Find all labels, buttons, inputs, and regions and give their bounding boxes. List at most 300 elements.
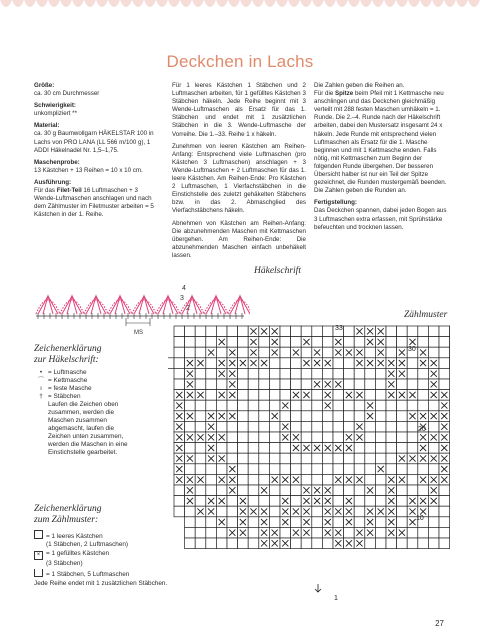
double-crochet-fan — [91, 296, 101, 314]
legend-chart-note: Jede Reihe endet mit 1 zusätzlichen Stäbchen. — [34, 580, 168, 587]
chart-cell — [386, 421, 397, 432]
chart-cell — [216, 421, 227, 432]
legend-chart-item: = 1 leeres Kästchen (1 Stäbchen, 2 Luftmaschen) — [34, 530, 174, 549]
chart-cell — [439, 337, 450, 348]
text-paragraph: Für 1 leeres Kästchen 1 Stäbchen und 2 Luftmaschen arbeiten, für 1 gefülltes Kästchen 3 Stäbchen häkeln. Jede Reihe beginnt mit 3 Wende-Luftmaschen als Ersatz für das 1. Stäbchen und endet mit 1 zusätzlichen Stäbchen in die 3. Wende-Luftmasche der Vorreihe. Die 1.–33. Reihe 1 x häkeln. — [172, 82, 306, 138]
chart-cell — [259, 432, 270, 443]
chart-cell — [185, 443, 196, 454]
chart-cell — [375, 390, 386, 401]
chart-cell — [248, 464, 259, 475]
round-number-label: 3 — [180, 295, 184, 302]
chart-cell — [365, 464, 376, 475]
page-title: Deckchen in Lachs — [166, 52, 314, 71]
chart-cell — [354, 496, 365, 507]
chart-cell — [344, 337, 355, 348]
chart-cell — [375, 443, 386, 454]
chart-cell — [312, 368, 323, 379]
chart-cell — [174, 496, 185, 507]
chart-cell — [185, 326, 196, 337]
chart-cell — [375, 496, 386, 507]
chart-cell — [280, 411, 291, 422]
chart-cell — [301, 474, 312, 485]
chart-cell — [168, 358, 174, 369]
chart-cell — [333, 421, 344, 432]
chart-cell — [195, 453, 206, 464]
chart-cell — [301, 538, 312, 549]
chart-cell — [344, 527, 355, 538]
chart-cell — [354, 464, 365, 475]
chart-cell — [206, 390, 217, 401]
chart-cell — [439, 485, 450, 496]
chart-cell — [248, 390, 259, 401]
row-number-label: 1 — [334, 595, 338, 602]
size-heading: Größe: — [34, 82, 55, 89]
scallop — [456, 0, 468, 7]
chart-cell — [174, 326, 185, 337]
chart-cell — [439, 326, 450, 337]
chart-cell — [291, 453, 302, 464]
right-column — [314, 82, 450, 236]
chart-cell — [375, 485, 386, 496]
chart-cell — [195, 421, 206, 432]
chart-cell — [185, 538, 196, 549]
text-paragraph: Abnehmen von Kästchen am Reihen-Anfang: Die abzunehmenden Maschen mit Kettmaschen übergehen. Am Reihen-Ende: Die abzunehmenden Maschen einfach unbehäkelt lassen. — [172, 219, 306, 259]
legend-crochet — [34, 344, 174, 457]
chart-cell — [354, 337, 365, 348]
chart-cell — [248, 432, 259, 443]
stitch-symbol-icon: ⌒ — [37, 377, 45, 384]
chart-cell — [312, 538, 323, 549]
chart-cell — [248, 421, 259, 432]
chart-cell — [291, 379, 302, 390]
legend-crochet-item: † = Stäbchen — [34, 393, 174, 401]
chart-cell — [397, 538, 408, 549]
chart-cell — [248, 527, 259, 538]
chart-cell — [280, 390, 291, 401]
chart-cell — [185, 337, 196, 348]
page-number: 27 — [435, 619, 444, 628]
chart-cell — [333, 400, 344, 411]
gauge-heading: Maschenprobe: — [34, 158, 80, 166]
chart-cell — [397, 443, 408, 454]
chart-cell — [269, 506, 280, 517]
chart-cell — [238, 421, 249, 432]
scallop — [288, 0, 300, 7]
row-number-label: 20 — [418, 426, 426, 433]
chart-cell — [322, 326, 333, 337]
chart-cell — [238, 400, 249, 411]
chart-cell-icon: × — [34, 551, 43, 560]
chart-cell — [259, 464, 270, 475]
chart-cell — [312, 517, 323, 528]
scallop — [36, 0, 48, 7]
chart-cell — [280, 453, 291, 464]
chart-cell — [439, 347, 450, 358]
chart-cell — [375, 421, 386, 432]
chart-cell — [397, 411, 408, 422]
chart-cell — [301, 453, 312, 464]
scallop — [12, 0, 24, 7]
chart-cell — [365, 538, 376, 549]
chart-cell — [280, 337, 291, 348]
double-crochet-fan — [67, 296, 77, 314]
scallop — [360, 0, 372, 7]
chart-cell — [365, 443, 376, 454]
chart-cell-icon — [34, 569, 43, 577]
chart-cell — [322, 411, 333, 422]
chart-cell — [386, 347, 397, 358]
chart-cell — [397, 326, 408, 337]
scallop — [444, 0, 456, 7]
chart-cell — [354, 400, 365, 411]
chart-cell — [269, 464, 280, 475]
chart-cell — [322, 347, 333, 358]
chart-cell — [322, 538, 333, 549]
chart-cell — [312, 527, 323, 538]
scallop — [396, 0, 408, 7]
chart-cell — [312, 464, 323, 475]
chart-cell — [248, 443, 259, 454]
chart-cell — [354, 485, 365, 496]
chart-cell — [375, 368, 386, 379]
chart-cell — [333, 390, 344, 401]
size-text: ca. 30 cm Durchmesser — [34, 90, 100, 98]
chart-cell — [269, 517, 280, 528]
chart-cell — [280, 527, 291, 538]
chart-cell — [322, 368, 333, 379]
chart-cell — [291, 538, 302, 549]
chart-cell — [216, 379, 227, 390]
chart-cell — [216, 326, 227, 337]
chart-cell — [407, 432, 418, 443]
chart-cell — [185, 464, 196, 475]
chart-cell — [216, 485, 227, 496]
chart-cell — [259, 421, 270, 432]
chart-cell — [439, 538, 450, 549]
chart-cell — [418, 464, 429, 475]
chart-cell — [301, 326, 312, 337]
chart-cell — [174, 379, 185, 390]
chart-cell — [174, 347, 185, 358]
scallop — [312, 0, 324, 7]
chart-cell — [344, 400, 355, 411]
chart-cell — [185, 506, 196, 517]
scallop — [324, 0, 336, 7]
chart-cell — [428, 326, 439, 337]
chart-cell — [259, 443, 270, 454]
chart-cell — [185, 517, 196, 528]
chart-cell — [344, 326, 355, 337]
scallop — [0, 0, 12, 7]
chart-cell — [407, 358, 418, 369]
chart-cell — [322, 474, 333, 485]
chart-cell — [354, 379, 365, 390]
chart-cell — [333, 485, 344, 496]
chart-cell — [216, 464, 227, 475]
scallop — [336, 0, 348, 7]
chart-cell — [259, 474, 270, 485]
chart-cell — [397, 400, 408, 411]
chart-cell — [375, 527, 386, 538]
chart-cell — [397, 517, 408, 528]
double-crochet-fan — [115, 296, 125, 314]
stitch-symbol-icon: • — [39, 369, 43, 376]
repeat-label: MS — [134, 330, 143, 336]
chart-cell — [375, 474, 386, 485]
chart-cell — [227, 421, 238, 432]
chart-cell — [227, 400, 238, 411]
chart-cell — [428, 506, 439, 517]
chart-cell — [195, 379, 206, 390]
chart-cell — [312, 337, 323, 348]
chart-cell — [238, 337, 249, 348]
middle-column — [172, 82, 306, 264]
chart-cell — [312, 326, 323, 337]
double-crochet-fan — [43, 296, 53, 314]
scallop — [432, 0, 444, 7]
row-number-label: 33 — [335, 325, 343, 332]
chart-cell — [291, 337, 302, 348]
chart-cell — [238, 443, 249, 454]
chart-cell — [397, 506, 408, 517]
finishing-text: Das Deckchen spannen, dabei jeden Bogen aus 3 Luftmaschen extra erfassen, mit Sprühstärke befeuchten und trocknen lassen. — [314, 207, 447, 231]
chart-cell — [269, 485, 280, 496]
chart-cell — [227, 496, 238, 507]
chart-cell — [206, 464, 217, 475]
chart-cell — [333, 432, 344, 443]
scallop — [300, 0, 312, 7]
difficulty-text: unkompliziert ** — [34, 110, 77, 118]
chart-cell — [312, 411, 323, 422]
scallop — [168, 0, 180, 7]
chart-cell — [439, 368, 450, 379]
scallop — [156, 0, 168, 7]
chart-cell — [238, 432, 249, 443]
chart-cell — [248, 368, 259, 379]
chart-cell — [259, 347, 270, 358]
text-paragraph: Zunehmen von leeren Kästchen am Reihen-Anfang: Entsprechend viele Luftmaschen (pro Kästchen 3 Luftmaschen) anschlagen + 3 Wende-Luftmaschen + 2 Luftmaschen für das 1. leere Kästchen. Am Reihen-Ende: Pro Kästchen 2 Luftmaschen, 1 Vierfachstäbchen in die Einstichstelle des zuletzt gehäkelten Stäbchens bzw. in das 2. Abmaschglied des Vierfachstäbchens häkeln. — [172, 142, 306, 215]
scallop — [180, 0, 192, 7]
chart-cell — [312, 432, 323, 443]
chart-cell — [227, 538, 238, 549]
scallop — [216, 0, 228, 7]
chart-cell — [407, 538, 418, 549]
chart-cell — [238, 347, 249, 358]
scallop — [120, 0, 132, 7]
chart-cell — [312, 474, 323, 485]
chart-cell — [195, 443, 206, 454]
chart-cell — [206, 337, 217, 348]
chart-cell — [354, 443, 365, 454]
chart-cell — [375, 432, 386, 443]
stitch-symbol-icon: ı — [40, 385, 42, 392]
chart-cell — [206, 368, 217, 379]
legend-crochet-title: Zeichenerklärung zur Häkelschrift: — [34, 344, 102, 365]
chart-cell — [407, 379, 418, 390]
chart-cell — [407, 421, 418, 432]
chart-cell — [280, 485, 291, 496]
legend-chart-title: Zeichenerklärung zum Zählmuster: — [34, 504, 102, 525]
chart-cell — [333, 453, 344, 464]
material-text: ca. 30 g Baumwollgarn HÄKELSTAR 100 in Lachs von PRO LANA (LL 566 m/100 g), 1 ADDI Häkelnadel Nr. 1,5–1,75. — [34, 130, 154, 154]
chart-cell — [259, 368, 270, 379]
chart-cell — [280, 464, 291, 475]
chart-cell — [291, 421, 302, 432]
text-paragraph: Für die Spitze beim Pfeil mit 1 Kettmasche neu anschlingen und das Deckchen gleichmäßig verteilt mit 288 festen Maschen umhäkeln = 1. Runde. Die 2.–4. Runde nach der Häkelschrift arbeiten, dabei den Mustersatz insgesamt 24 x häkeln. Jede Runde mit entsprechend vielen Luftmaschen als Ersatz für die 1. Masche beginnen und mit 1 Kettmasche enden. Falls nötig, mit Kettmaschen zum Beginn der folgenden Runde übergehen. Der besseren Übersicht halber ist nur ein Teil der Spitze gezeichnet, die Runden mustergemäß beenden. Die Zahlen geben die Runden an. — [314, 90, 447, 195]
chart-cell — [397, 485, 408, 496]
chart-cell — [322, 337, 333, 348]
chart-cell — [291, 326, 302, 337]
chart-cell — [216, 400, 227, 411]
chart-cell — [227, 432, 238, 443]
chart-cell — [259, 337, 270, 348]
legend-crochet-note: Laufen die Zeichen oben zusammen, werden die Maschen zusammen abgemascht, laufen die Zeichen unten zusammen, werden die Maschen in eine Einstichstelle gearbeitet. — [48, 401, 128, 456]
chart-cell — [365, 496, 376, 507]
scallop — [204, 0, 216, 7]
double-crochet-fan — [163, 296, 173, 314]
scallop — [48, 0, 60, 7]
double-crochet-fan — [211, 296, 221, 314]
chart-cell — [386, 326, 397, 337]
chart-cell — [248, 474, 259, 485]
chart-cell — [174, 337, 185, 348]
chart-cell — [238, 411, 249, 422]
chart-cell — [238, 453, 249, 464]
chart-cell — [195, 368, 206, 379]
scallop — [276, 0, 288, 7]
scallop — [420, 0, 432, 7]
text-paragraph: Die Zahlen geben die Reihen an. — [314, 82, 405, 89]
chart-cell — [269, 453, 280, 464]
chart-cell — [269, 421, 280, 432]
chart-cell — [407, 527, 418, 538]
chart-cell — [365, 474, 376, 485]
chart-cell-icon — [34, 530, 43, 539]
chart-cell — [238, 326, 249, 337]
chart-cell — [216, 527, 227, 538]
chart-cell — [322, 421, 333, 432]
chart-cell — [386, 400, 397, 411]
chart-cell — [386, 443, 397, 454]
chart-cell — [407, 485, 418, 496]
chart-cell — [407, 368, 418, 379]
chart-cell — [397, 379, 408, 390]
chart-cell — [301, 421, 312, 432]
chart-cell — [291, 464, 302, 475]
chart-cell — [238, 474, 249, 485]
chart-cell — [354, 453, 365, 464]
chart-cell — [195, 411, 206, 422]
chart-cell — [354, 368, 365, 379]
chart-cell — [386, 411, 397, 422]
chart-cell — [248, 538, 259, 549]
chart-cell — [397, 337, 408, 348]
scallop — [72, 0, 84, 7]
chart-cell — [301, 347, 312, 358]
chart-cell — [195, 485, 206, 496]
chart-cell — [259, 496, 270, 507]
chart-cell — [185, 347, 196, 358]
scallop — [408, 0, 420, 7]
chart-cell — [301, 411, 312, 422]
chart-cell — [206, 517, 217, 528]
chart-cell — [301, 379, 312, 390]
scallop — [384, 0, 396, 7]
scallop — [84, 0, 96, 7]
row-number-label: 30 — [408, 346, 416, 353]
row-number-label: 10 — [416, 515, 424, 522]
scallop — [240, 0, 252, 7]
chart-cell — [216, 347, 227, 358]
chart-cell — [238, 464, 249, 475]
chart-cell — [439, 496, 450, 507]
chart-cell — [344, 358, 355, 369]
chart-cell — [238, 390, 249, 401]
chart-cell — [354, 517, 365, 528]
chart-cell — [301, 400, 312, 411]
chart-cell — [185, 400, 196, 411]
chart-cell — [195, 400, 206, 411]
chart-cell — [206, 358, 217, 369]
chart-cell — [174, 485, 185, 496]
chart-label: Zählmuster — [404, 310, 448, 320]
chart-cell — [375, 517, 386, 528]
chart-cell — [259, 411, 270, 422]
chart-cell — [291, 517, 302, 528]
chart-cell — [418, 527, 429, 538]
finishing-heading: Fertigstellung: — [314, 199, 357, 207]
chart-cell — [344, 368, 355, 379]
chart-cell — [238, 379, 249, 390]
difficulty-heading: Schwierigkeit: — [34, 102, 76, 110]
chart-cell — [375, 453, 386, 464]
scallop — [348, 0, 360, 7]
chart-cell — [269, 443, 280, 454]
legend-crochet-item: • = Luftmasche — [34, 369, 174, 377]
chart-cell — [269, 379, 280, 390]
chart-cell — [344, 485, 355, 496]
chart-cell — [428, 337, 439, 348]
chart-cell — [397, 432, 408, 443]
chart-cell — [280, 326, 291, 337]
chart-cell — [333, 517, 344, 528]
chart-cell — [248, 411, 259, 422]
chart-cell — [386, 538, 397, 549]
chart-cell — [407, 474, 418, 485]
chart-cell — [407, 400, 418, 411]
chart-cell — [206, 326, 217, 337]
chart-cell — [418, 538, 429, 549]
chart-cell — [418, 368, 429, 379]
chart-cell — [248, 485, 259, 496]
start-arrow-icon — [315, 584, 321, 592]
chart-cell — [248, 400, 259, 411]
chart-cell — [375, 411, 386, 422]
left-column — [34, 82, 160, 223]
chart-cell — [185, 421, 196, 432]
chart-cell — [365, 379, 376, 390]
chart-cell — [227, 506, 238, 517]
chart-cell — [195, 496, 206, 507]
scallop — [468, 0, 480, 7]
chart-cell — [216, 443, 227, 454]
scallop — [228, 0, 240, 7]
double-crochet-fan — [235, 296, 245, 314]
chart-cell — [386, 337, 397, 348]
scalloped-border — [0, 0, 480, 14]
chart-cell — [291, 496, 302, 507]
scallop — [192, 0, 204, 7]
